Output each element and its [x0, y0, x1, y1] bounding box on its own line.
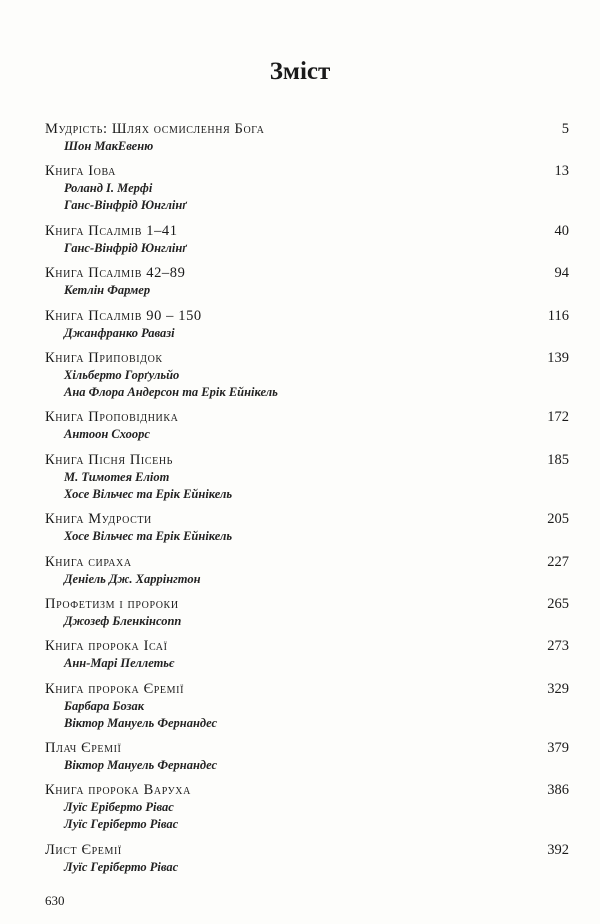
toc-entry	[45, 308, 569, 342]
entry-title: Мудрість: Шлях осмислення Бога	[45, 121, 265, 137]
entry-author: Віктор Мануель Фернандес	[64, 758, 218, 773]
entry-author: Барбара Бозак	[64, 698, 145, 713]
entry-page-number: 329	[547, 680, 569, 697]
entry-author: Луїс Геріберто Рівас	[64, 817, 179, 832]
entry-author: Кетлін Фармер	[64, 283, 151, 298]
entry-title: Книга пророка Єремії	[45, 680, 184, 697]
toc-entry	[45, 596, 569, 630]
page-title: Зміст	[269, 58, 331, 85]
entry-page-number: 392	[547, 841, 569, 858]
entry-page-number: 94	[554, 265, 569, 282]
entry-title: Книга сираха	[45, 553, 132, 570]
entry-author: Шон МакЕвеню	[64, 139, 154, 153]
toc-entry	[45, 842, 569, 876]
entry-page-number: 227	[547, 553, 569, 570]
toc-entry	[45, 223, 569, 257]
entry-title: Книга Псалмів 90 – 150	[45, 307, 202, 324]
entry-author: Ганс-Вінфрід Юнглінґ	[64, 240, 187, 255]
entry-title: Книга пророка Ісаї	[45, 638, 168, 655]
toc-entry	[45, 740, 569, 774]
entry-author: Анн-Марі Пеллетьє	[64, 656, 175, 671]
entry-author: Хосе Вільчес та Ерік Ейнікель	[64, 486, 233, 501]
entry-page-number: 5	[561, 121, 569, 137]
entry-page-number: 265	[547, 595, 569, 612]
toc-entry	[45, 511, 569, 545]
entry-title: Лист Єремії	[45, 841, 122, 858]
entry-page-number: 379	[547, 740, 569, 757]
entry-author: Віктор Мануель Фернандес	[64, 715, 218, 730]
entry-title: Книга Проповідника	[45, 409, 179, 426]
entry-title: Плач Єремії	[45, 740, 122, 757]
toc-entry	[45, 452, 569, 503]
toc-entry	[45, 350, 569, 401]
entry-title: Книга Пісня Пісень	[45, 451, 173, 468]
toc-entry	[45, 782, 569, 833]
entry-author: Антоон Схоорс	[64, 427, 150, 442]
toc-entry	[45, 409, 569, 443]
entry-author: Ганс-Вінфрід Юнглінґ	[64, 198, 187, 213]
entry-author: Роланд І. Мерфі	[64, 181, 153, 196]
entry-title: Книга Приповідок	[45, 349, 163, 366]
entry-page-number: 116	[547, 307, 569, 324]
entry-page-number: 13	[554, 163, 569, 180]
entry-page-number: 40	[554, 222, 569, 239]
page-number: 630	[45, 893, 65, 908]
entry-title: Книга Іова	[45, 163, 116, 180]
entry-author: Луїс Еріберто Рівас	[64, 800, 174, 815]
entry-page-number: 386	[547, 782, 569, 799]
entry-title: Книга Псалмів 1–41	[45, 222, 178, 239]
entry-author: Хільберто Горґульйо	[64, 367, 180, 382]
toc-entry	[45, 121, 569, 155]
entry-page-number: 172	[547, 409, 569, 426]
toc-entry	[45, 681, 569, 732]
entry-title: Книга Псалмів 42–89	[45, 265, 186, 282]
entry-author: Ана Флора Андерсон та Ерік Ейнікель	[64, 384, 278, 399]
entry-page-number: 205	[547, 511, 569, 528]
toc-entry	[45, 554, 569, 588]
entry-author: Деніель Дж. Харрінгтон	[64, 571, 201, 586]
entry-author: Хосе Вільчес та Ерік Ейнікель	[64, 529, 233, 544]
entry-author: Луїс Геріберто Рівас	[64, 859, 179, 874]
entry-title: Книга Мудрости	[45, 511, 152, 528]
table-of-contents	[45, 121, 569, 884]
entry-page-number: 139	[547, 349, 569, 366]
toc-entry	[45, 163, 569, 214]
entry-author: Джанфранко Равазі	[64, 325, 175, 340]
entry-author: Джозеф Бленкінсопп	[64, 613, 182, 628]
entry-page-number: 185	[547, 451, 569, 468]
toc-entry	[45, 638, 569, 672]
entry-title: Книга пророка Варуха	[45, 782, 191, 799]
entry-title: Профетизм і пророки	[45, 595, 179, 612]
toc-entry	[45, 265, 569, 299]
entry-author: М. Тимотея Еліот	[64, 469, 170, 484]
entry-page-number: 273	[547, 638, 569, 655]
